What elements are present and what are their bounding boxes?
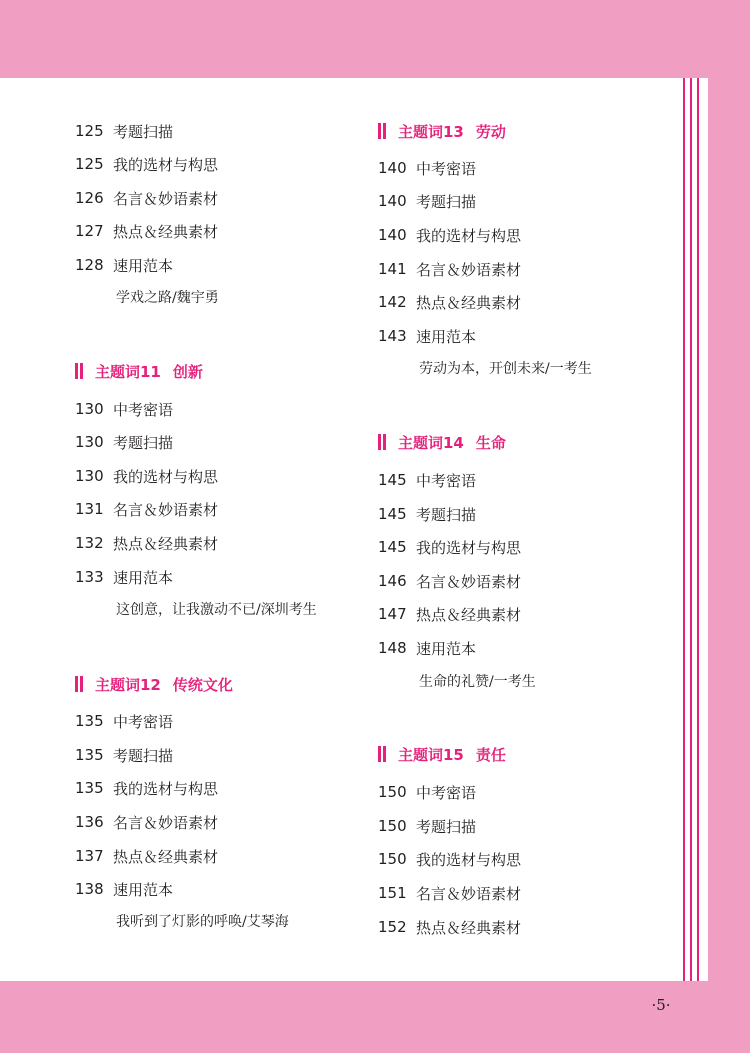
toc-entry[interactable] (378, 815, 476, 837)
entry-page: 148 (378, 639, 407, 657)
entry-label: 我的选材与构思 (416, 226, 522, 245)
entry-page: 125 (75, 122, 104, 140)
entry-page: 140 (378, 192, 407, 210)
entry-label: 名言＆妙语素材 (113, 813, 219, 832)
toc-entry[interactable] (75, 220, 218, 242)
section-heading (378, 120, 506, 142)
essay-title[interactable]: 劳动为本，开创未来/一考生 (419, 361, 592, 377)
heading-word: 责任 (475, 745, 506, 764)
heading-bar-icon (378, 123, 381, 139)
heading-bar-icon (80, 363, 83, 379)
toc-entry[interactable] (378, 916, 521, 938)
toc-entry[interactable] (378, 503, 476, 525)
entry-page: 135 (75, 779, 104, 797)
entry-label: 我的选材与构思 (113, 779, 219, 798)
entry-label: 名言＆妙语素材 (113, 500, 219, 519)
entry-page: 146 (378, 572, 407, 590)
entry-page: 130 (75, 400, 104, 418)
entry-page: 137 (75, 847, 104, 865)
entry-page: 140 (378, 226, 407, 244)
entry-page: 141 (378, 260, 407, 278)
entry-label: 名言＆妙语素材 (416, 260, 522, 279)
toc-entry[interactable] (378, 190, 476, 212)
decorative-rule (683, 78, 685, 981)
entry-page: 131 (75, 500, 104, 518)
toc-entry[interactable] (75, 878, 173, 900)
entry-label: 我的选材与构思 (113, 467, 219, 486)
entry-page: 152 (378, 918, 407, 936)
toc-entry[interactable] (75, 120, 173, 142)
entry-page: 126 (75, 189, 104, 207)
page-number: ·5· (651, 996, 671, 1014)
section-heading (378, 743, 506, 765)
entry-label: 名言＆妙语素材 (416, 884, 522, 903)
entry-label: 名言＆妙语素材 (416, 572, 522, 591)
entry-label: 考题扫描 (416, 505, 477, 524)
entry-page: 133 (75, 568, 104, 586)
entry-page: 145 (378, 538, 407, 556)
toc-entry[interactable] (75, 811, 218, 833)
toc-entry[interactable] (75, 532, 218, 554)
entry-page: 140 (378, 159, 407, 177)
heading-word: 生命 (475, 433, 506, 452)
toc-entry[interactable] (378, 291, 521, 313)
entry-page: 125 (75, 155, 104, 173)
toc-entry[interactable] (378, 603, 521, 625)
toc-entry[interactable] (378, 469, 476, 491)
entry-label: 考题扫描 (416, 817, 477, 836)
entry-label: 我的选材与构思 (416, 538, 522, 557)
toc-entry[interactable] (75, 744, 173, 766)
entry-label: 中考密语 (416, 471, 477, 490)
entry-page: 145 (378, 505, 407, 523)
entry-page: 132 (75, 534, 104, 552)
heading-word: 创新 (172, 362, 203, 381)
footer-band (0, 981, 750, 1053)
toc-entry[interactable] (75, 710, 173, 732)
heading-bar-icon (378, 434, 381, 450)
entry-page: 151 (378, 884, 407, 902)
section-heading (75, 360, 203, 382)
entry-page: 150 (378, 783, 407, 801)
toc-entry[interactable] (378, 536, 521, 558)
entry-page: 150 (378, 817, 407, 835)
entry-page: 142 (378, 293, 407, 311)
heading-prefix: 主题词13 (398, 122, 464, 141)
entry-label: 名言＆妙语素材 (113, 189, 219, 208)
entry-label: 考题扫描 (113, 746, 174, 765)
entry-label: 考题扫描 (113, 122, 174, 141)
entry-label: 热点＆经典素材 (416, 605, 522, 624)
essay-title[interactable]: 我听到了灯影的呼唤/艾琴海 (116, 914, 289, 930)
section-heading (75, 673, 233, 695)
heading-bar-icon (383, 123, 386, 139)
toc-entry[interactable] (378, 781, 476, 803)
entry-label: 热点＆经典素材 (113, 222, 219, 241)
toc-entry[interactable] (75, 777, 218, 799)
toc-entry[interactable] (75, 431, 173, 453)
decorative-rule (697, 78, 699, 981)
heading-prefix: 主题词12 (95, 675, 161, 694)
entry-page: 136 (75, 813, 104, 831)
entry-page: 138 (75, 880, 104, 898)
entry-label: 中考密语 (113, 400, 174, 419)
toc-entry[interactable] (378, 848, 521, 870)
heading-prefix: 主题词11 (95, 362, 161, 381)
entry-page: 145 (378, 471, 407, 489)
entry-page: 130 (75, 467, 104, 485)
entry-label: 考题扫描 (416, 192, 477, 211)
toc-entry[interactable] (75, 153, 218, 175)
toc-entry[interactable] (75, 566, 173, 588)
heading-word: 劳动 (475, 122, 506, 141)
entry-page: 135 (75, 712, 104, 730)
entry-label: 热点＆经典素材 (113, 534, 219, 553)
entry-page: 130 (75, 433, 104, 451)
entry-label: 我的选材与构思 (416, 850, 522, 869)
entry-page: 127 (75, 222, 104, 240)
heading-prefix: 主题词14 (398, 433, 464, 452)
heading-bar-icon (383, 746, 386, 762)
decorative-rule (690, 78, 692, 981)
entry-label: 我的选材与构思 (113, 155, 219, 174)
entry-label: 速用范本 (416, 327, 477, 346)
entry-label: 中考密语 (113, 712, 174, 731)
toc-entry[interactable] (75, 187, 218, 209)
toc-entry[interactable] (378, 882, 521, 904)
entry-label: 速用范本 (113, 256, 174, 275)
heading-bar-icon (75, 363, 78, 379)
entry-page: 135 (75, 746, 104, 764)
entry-label: 热点＆经典素材 (416, 918, 522, 937)
toc-entry[interactable] (378, 637, 476, 659)
essay-title[interactable]: 学戏之路/魏宇勇 (116, 290, 219, 306)
essay-title[interactable]: 生命的礼赞/一考生 (419, 674, 536, 690)
entry-label: 中考密语 (416, 159, 477, 178)
toc-entry[interactable] (378, 570, 521, 592)
entry-label: 中考密语 (416, 783, 477, 802)
essay-title[interactable]: 这创意，让我激动不已/深圳考生 (116, 602, 317, 618)
heading-word: 传统文化 (172, 675, 233, 694)
entry-label: 速用范本 (113, 568, 174, 587)
toc-entry[interactable] (75, 845, 218, 867)
entry-page: 147 (378, 605, 407, 623)
heading-bar-icon (75, 676, 78, 692)
heading-bar-icon (383, 434, 386, 450)
toc-entry[interactable] (75, 498, 218, 520)
toc-entry[interactable] (378, 325, 476, 347)
entry-label: 热点＆经典素材 (113, 847, 219, 866)
heading-prefix: 主题词15 (398, 745, 464, 764)
entry-page: 143 (378, 327, 407, 345)
toc-entry[interactable] (75, 398, 173, 420)
toc-entry[interactable] (378, 157, 476, 179)
toc-entry[interactable] (378, 258, 521, 280)
toc-entry[interactable] (75, 465, 218, 487)
entry-label: 热点＆经典素材 (416, 293, 522, 312)
entry-page: 128 (75, 256, 104, 274)
entry-page: 150 (378, 850, 407, 868)
entry-label: 速用范本 (113, 880, 174, 899)
toc-entry[interactable] (75, 254, 173, 276)
section-heading (378, 431, 506, 453)
heading-bar-icon (378, 746, 381, 762)
entry-label: 速用范本 (416, 639, 477, 658)
toc-entry[interactable] (378, 224, 521, 246)
heading-bar-icon (80, 676, 83, 692)
entry-label: 考题扫描 (113, 433, 174, 452)
